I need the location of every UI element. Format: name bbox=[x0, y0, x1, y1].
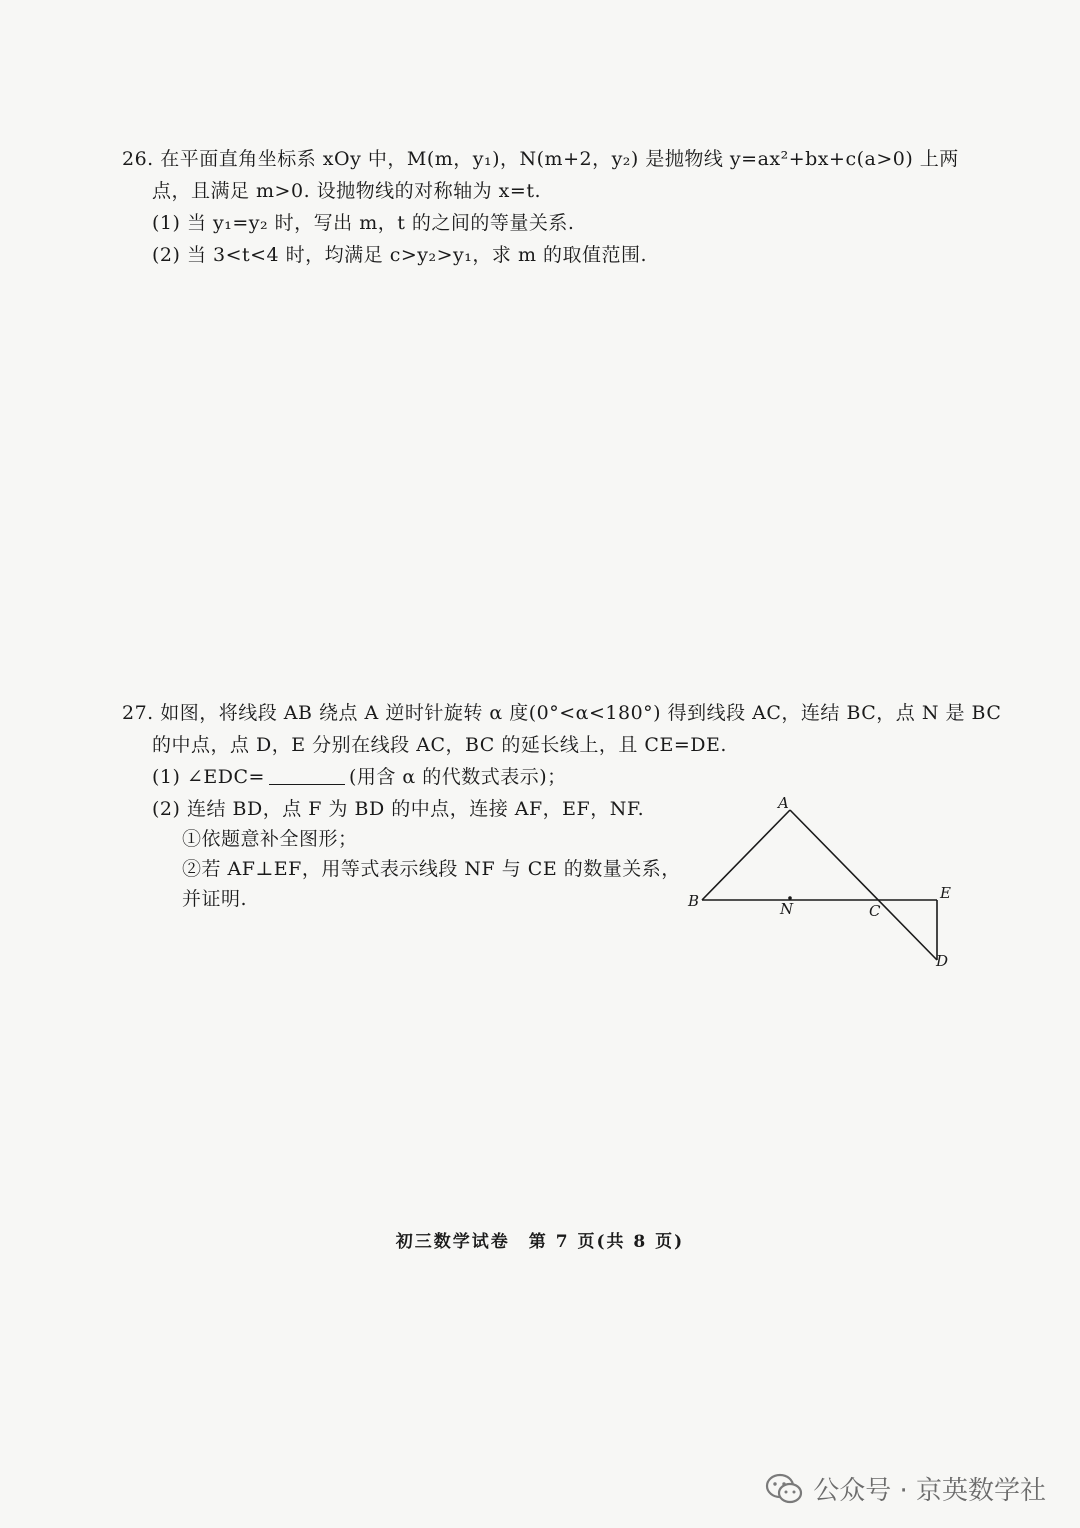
page-footer: 初三数学试卷 第 7 页(共 8 页) bbox=[395, 1232, 685, 1252]
segment-AB bbox=[702, 810, 790, 900]
q27-part1 bbox=[152, 764, 567, 790]
wechat-icon bbox=[765, 1472, 803, 1506]
label-A: A bbox=[778, 794, 789, 812]
segment-AD bbox=[790, 810, 937, 960]
q27-part2: (2) 连结 BD，点 F 为 BD 的中点，连接 AF，EF，NF. bbox=[152, 798, 645, 820]
q26-stem-line1: 26. 在平面直角坐标系 xOy 中，M(m，y₁)，N(m+2，y₂) 是抛物线 y=ax²+bx+c(a>0) 上两 bbox=[122, 148, 959, 170]
q27-part1-prefix: (1) ∠EDC= bbox=[152, 766, 265, 788]
q27-sub1: ①依题意补全图形； bbox=[182, 828, 358, 850]
watermark-text: 公众号 · 京英数学社 bbox=[813, 1476, 1046, 1506]
q26-part1: (1) 当 y₁=y₂ 时，写出 m，t 的之间的等量关系. bbox=[152, 212, 575, 234]
q27-sub2: ②若 AF⊥EF，用等式表示线段 NF 与 CE 的数量关系， bbox=[182, 858, 681, 880]
q27-stem-line2: 的中点，点 D，E 分别在线段 AC，BC 的延长线上，且 CE=DE. bbox=[152, 734, 727, 756]
q27-stem-line1: 27. 如图，将线段 AB 绕点 A 逆时针旋转 α 度(0°<α<180°) 得到线段 AC，连结 BC，点 N 是 BC bbox=[122, 702, 1002, 724]
q27-part1-suffix: (用含 α 的代数式表示)； bbox=[348, 766, 567, 788]
answer-blank bbox=[269, 766, 345, 785]
label-N: N bbox=[780, 900, 794, 918]
geometry-figure bbox=[680, 790, 970, 975]
watermark bbox=[765, 1470, 1046, 1507]
label-C: C bbox=[869, 902, 881, 920]
q27-sub2b: 并证明. bbox=[182, 888, 248, 910]
label-B: B bbox=[688, 892, 700, 910]
q26-part2: (2) 当 3<t<4 时，均满足 c>y₂>y₁，求 m 的取值范围. bbox=[152, 244, 648, 266]
label-D: D bbox=[936, 952, 949, 970]
q26-stem-line2: 点，且满足 m>0. 设抛物线的对称轴为 x=t. bbox=[152, 180, 541, 202]
label-E: E bbox=[940, 884, 951, 902]
